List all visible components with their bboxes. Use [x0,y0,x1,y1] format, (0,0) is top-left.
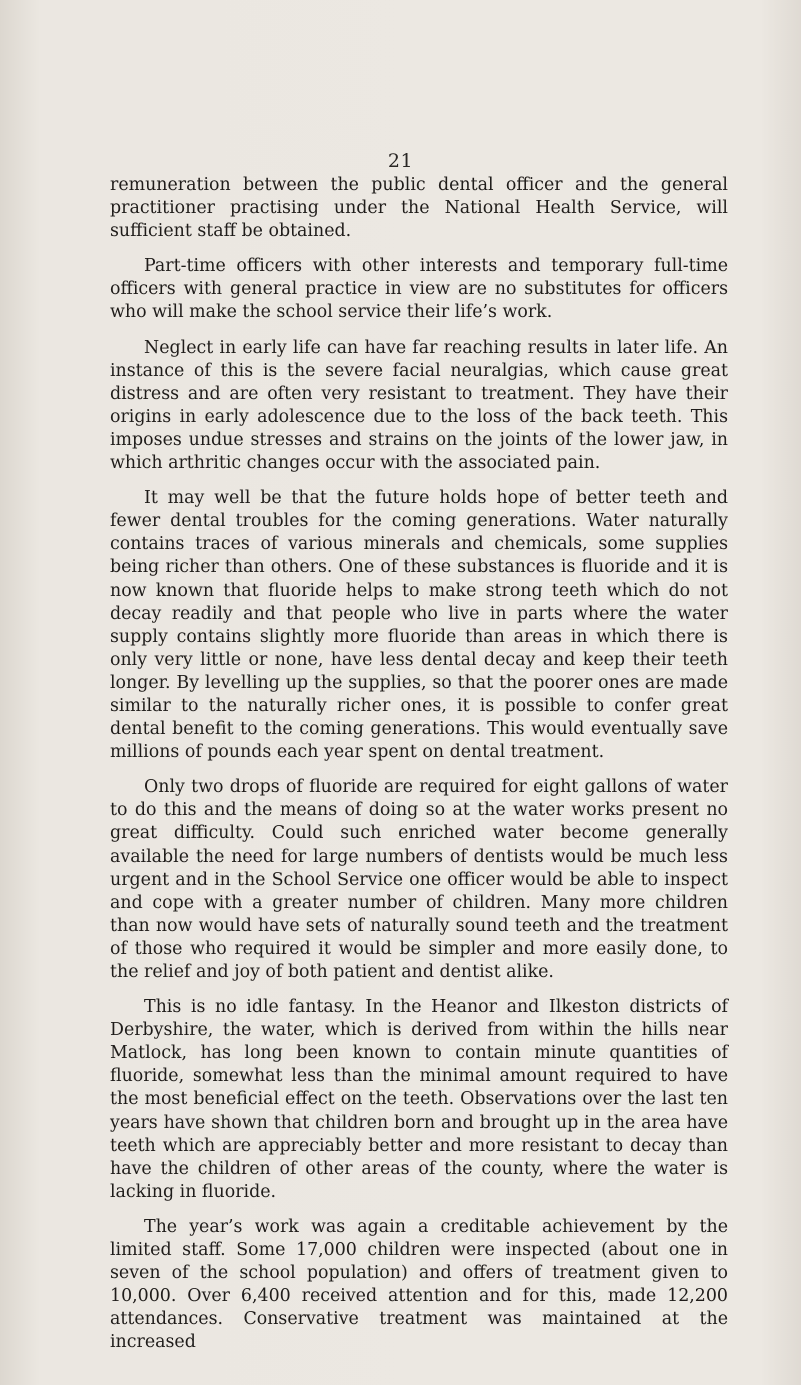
body-text [110,174,728,1367]
paragraph-7: The year’s work was again a creditable achievement by the limited staff. Some 17,000 children were inspected (about one in seven of the school population) and offers of treatment given to 10,000. Over 6,400 received attention and for this, made 12,200 attendances. Conservative treatment was maintained at the increased [110,1216,728,1353]
paragraph-2: Part-time officers with other interests and temporary full-time officers with general practice in view are no substitutes for officers who will make the school service their life’s work. [110,256,728,323]
paragraph-3: Neglect in early life can have far reaching results in later life. An instance of this is the severe facial neuralgias, which cause great distress and are often very resistant to treatment. They have their origins in early adolescence due to the loss of the back teeth. This imposes undue stresses and strains on the joints of the lower jaw, in which arthritic changes occur with the associated pain. [110,337,728,474]
paragraph-4: It may well be that the future holds hope of better teeth and fewer dental troubles for the coming generations. Water naturally contains traces of various minerals and chemicals, some supplies being richer than others. One of these substances is fluoride and it is now known that fluoride helps to make strong teeth which do not decay readily and that people who live in parts where the water supply contains slightly more fluoride than areas in which there is only very little or none, have less dental decay and keep their teeth longer. By levelling up the supplies, so that the poorer ones are made similar to the naturally richer ones, it is possible to confer great dental benefit to the coming generations. This would eventually save millions of pounds each year spent on dental treatment. [110,488,728,763]
paragraph-6: This is no idle fantasy. In the Heanor and Ilkeston districts of Derbyshire, the water, which is derived from within the hills near Matlock, has long been known to contain minute quantities of fluoride, somewhat less than the minimal amount required to have the most beneficial effect on the teeth. Observations over the last ten years have shown that children born and brought up in the area have teeth which are appreciably better and more resistant to decay than have the children of other areas of the county, where the water is lacking in fluoride. [110,997,728,1202]
paragraph-5: Only two drops of fluoride are required for eight gallons of water to do this and the means of doing so at the water works present no great difficulty. Could such enriched water become generally available the need for large numbers of dentists would be much less urgent and in the School Service one officer would be able to inspect and cope with a greater number of children. Many more children than now would have sets of naturally sound teeth and the treatment of those who required it would be simpler and more easily done, to the relief and joy of both patient and dentist alike. [110,777,728,982]
paragraph-1: remuneration between the public dental officer and the general practitioner practising under the National Health Service, will sufficient staff be obtained. [110,175,728,242]
page-number: 21 [387,150,414,172]
